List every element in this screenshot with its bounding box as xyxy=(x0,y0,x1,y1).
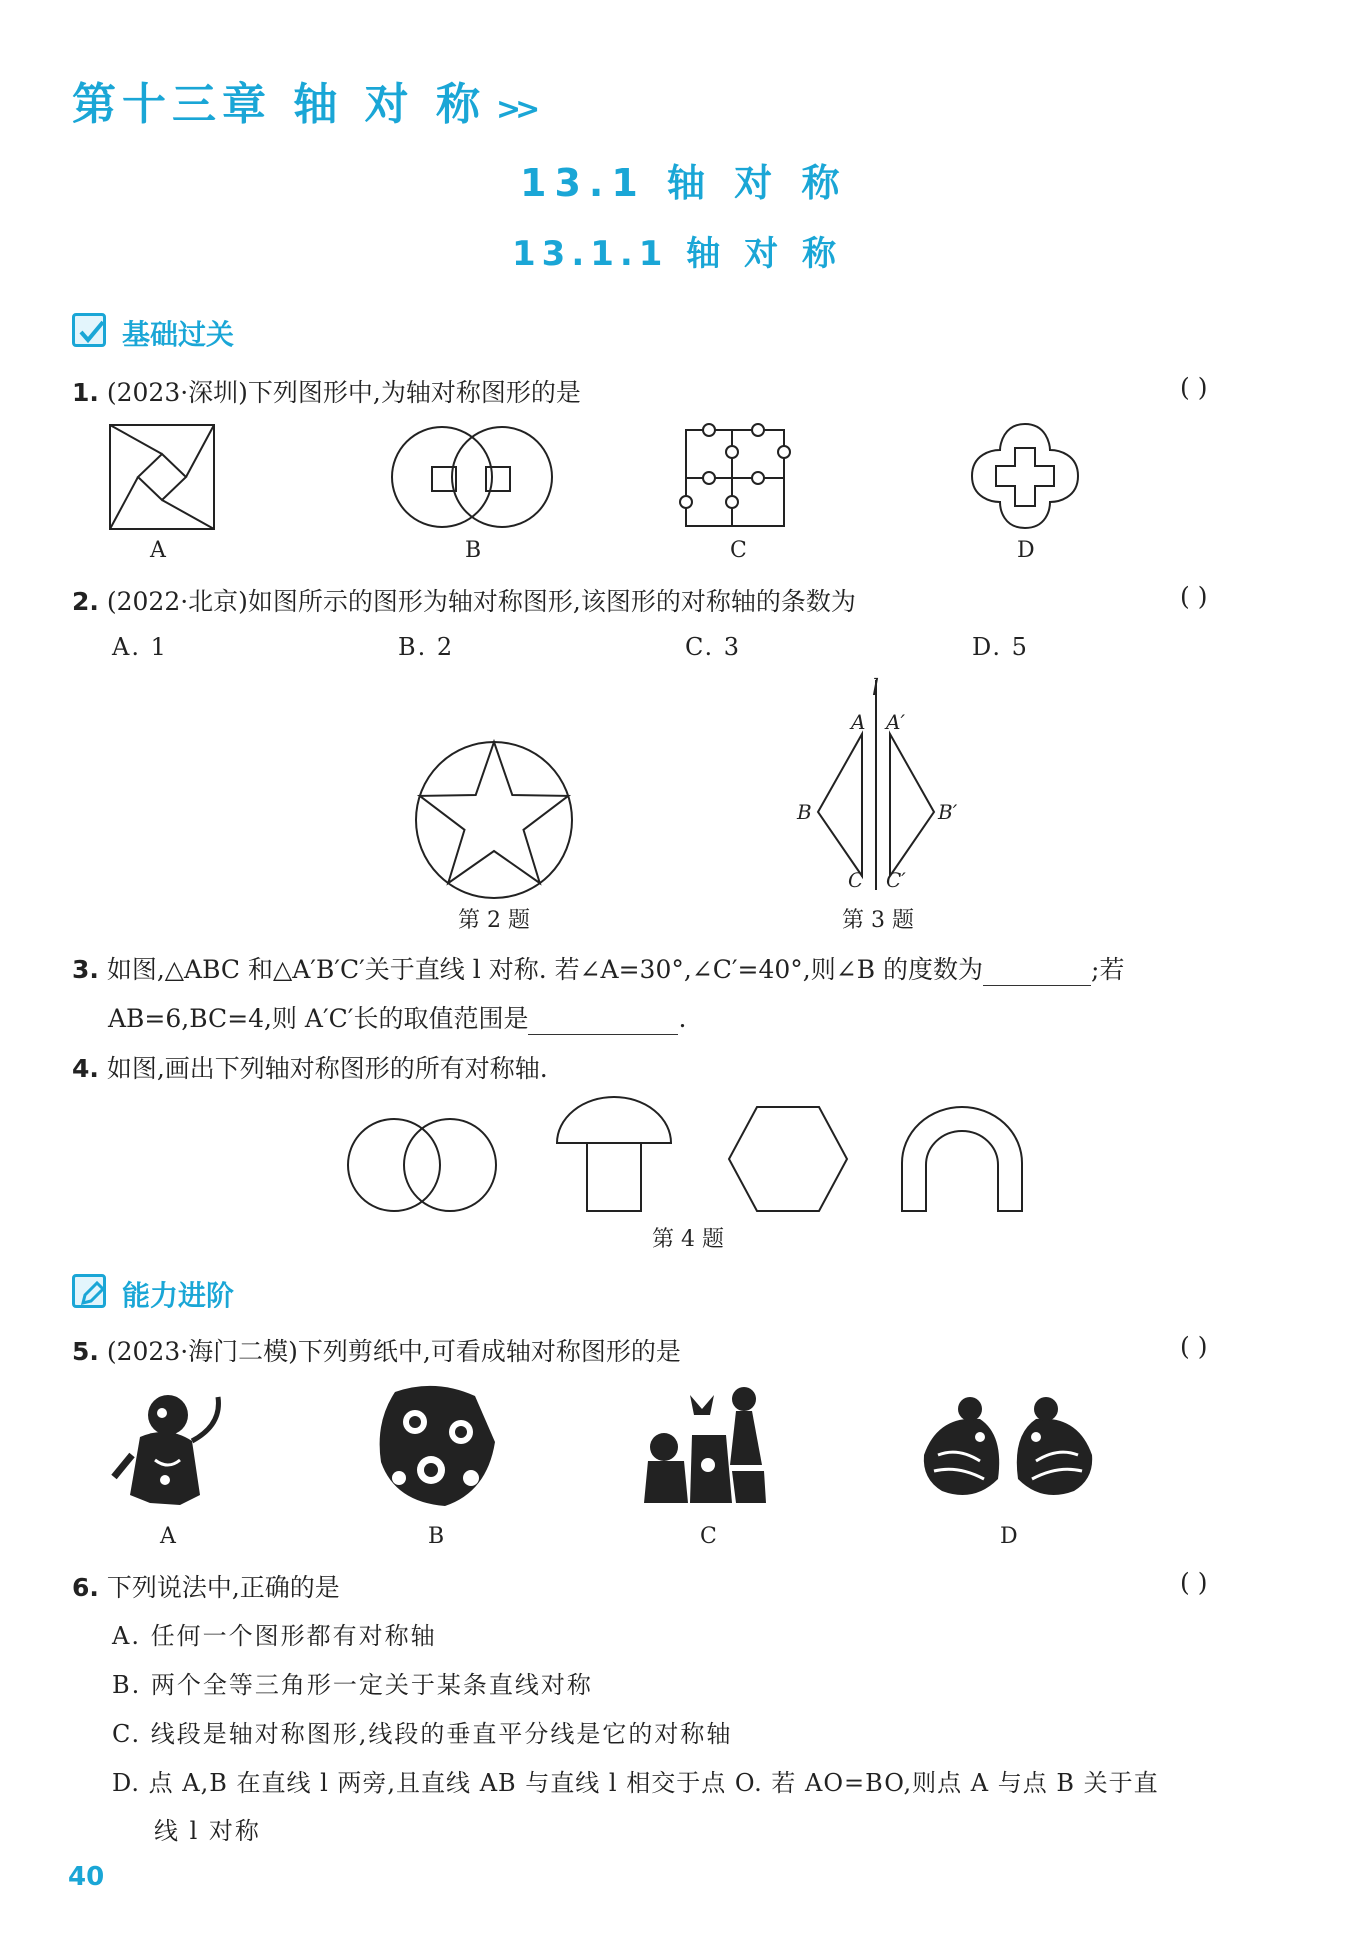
q1-figure-a xyxy=(100,420,240,535)
q1-label-b: B xyxy=(465,538,482,563)
question-6: 6. 下列说法中,正确的是 xyxy=(72,1573,340,1602)
part-advanced-label: 能力进阶 xyxy=(122,1279,235,1312)
q5-papercut-flowers xyxy=(375,1382,500,1510)
q5-label-d: D xyxy=(1000,1524,1018,1549)
q2-option-a: A. 1 xyxy=(112,633,168,661)
q4-figure-arch xyxy=(898,1103,1026,1215)
q1-figure-b xyxy=(390,425,560,530)
q3-label-c: C xyxy=(848,868,864,892)
q3-label-a-prime: A′ xyxy=(886,710,905,734)
q6-option-b: B. 两个全等三角形一定关于某条直线对称 xyxy=(112,1671,593,1699)
q2-option-b: B. 2 xyxy=(398,633,455,661)
q5-label-c: C xyxy=(700,1524,717,1549)
q1-figure-c xyxy=(680,422,800,532)
answer-blank-angle-b[interactable] xyxy=(983,959,1091,986)
q6-option-c: C. 线段是轴对称图形,线段的垂直平分线是它的对称轴 xyxy=(112,1720,733,1748)
answer-paren-1: ( ) xyxy=(1180,373,1208,402)
q1-label-a: A xyxy=(150,538,166,563)
q6-option-d: D. 点 A,B 在直线 l 两旁,且直线 AB 与直线 l 相交于点 O. 若 AO=BO,则点 A 与点 B 关于直 xyxy=(112,1769,1159,1797)
question-4: 4. 如图,画出下列轴对称图形的所有对称轴. xyxy=(72,1054,548,1083)
q4-figure-two-circles xyxy=(346,1115,502,1215)
q5-label-b: B xyxy=(428,1524,445,1549)
q4-figure-hexagon xyxy=(725,1103,851,1215)
q4-caption: 第 4 题 xyxy=(652,1227,724,1252)
q3-label-c-prime: C′ xyxy=(886,868,906,892)
q2-figure-star-circle xyxy=(412,738,576,902)
q1-figure-d xyxy=(968,420,1083,532)
q3-label-b: B xyxy=(797,800,812,824)
q4-figure-mushroom xyxy=(553,1093,675,1215)
q2-caption: 第 2 题 xyxy=(458,908,530,933)
question-3-line1: 3. 如图,△ABC 和△A′B′C′关于直线 l 对称. 若∠A=30°,∠C′=40°,则∠B 的度数为 ;若 xyxy=(72,955,1125,984)
q2-option-c: C. 3 xyxy=(685,633,742,661)
q6-option-a: A. 任何一个图形都有对称轴 xyxy=(112,1622,437,1650)
q1-label-c: C xyxy=(730,538,747,563)
q3-label-l: l xyxy=(872,676,880,701)
section-title: 13.1 轴 对 称 xyxy=(520,161,848,205)
q5-label-a: A xyxy=(160,1524,176,1549)
answer-paren-5: ( ) xyxy=(1180,1332,1208,1361)
q3-label-a: A xyxy=(851,710,866,734)
answer-paren-6: ( ) xyxy=(1180,1568,1208,1597)
q2-option-d: D. 5 xyxy=(972,633,1029,661)
answer-paren-2: ( ) xyxy=(1180,582,1208,611)
question-1: 1. (2023·深圳)下列图形中,为轴对称图形的是 xyxy=(72,378,581,407)
q5-papercut-fish xyxy=(918,1395,1098,1507)
chapter-title: 第十三章 轴 对 称 >> xyxy=(72,79,535,130)
part-basic-label: 基础过关 xyxy=(122,318,235,351)
q5-papercut-figures xyxy=(640,1385,770,1510)
q3-caption: 第 3 题 xyxy=(842,908,914,933)
answer-blank-range[interactable] xyxy=(528,1008,678,1035)
question-2: 2. (2022·北京)如图所示的图形为轴对称图形,该图形的对称轴的条数为 xyxy=(72,587,856,616)
q6-option-d-continued: 线 l 对称 xyxy=(154,1817,261,1845)
q3-label-b-prime: B′ xyxy=(938,800,958,824)
question-5: 5. (2023·海门二模)下列剪纸中,可看成轴对称图形的是 xyxy=(72,1337,681,1366)
checkbox-icon xyxy=(72,313,106,347)
question-3-line2: AB=6,BC=4,则 A′C′长的取值范围是 . xyxy=(108,1004,687,1033)
q3-figure-triangles xyxy=(790,680,980,905)
q5-papercut-monkey xyxy=(110,1385,230,1510)
page-number: 40 xyxy=(68,1862,105,1892)
q1-label-d: D xyxy=(1017,538,1035,563)
chevron-right-icon: >> xyxy=(495,92,535,127)
pencil-edit-icon xyxy=(72,1274,106,1308)
subsection-title: 13.1.1 轴 对 称 xyxy=(512,234,842,274)
